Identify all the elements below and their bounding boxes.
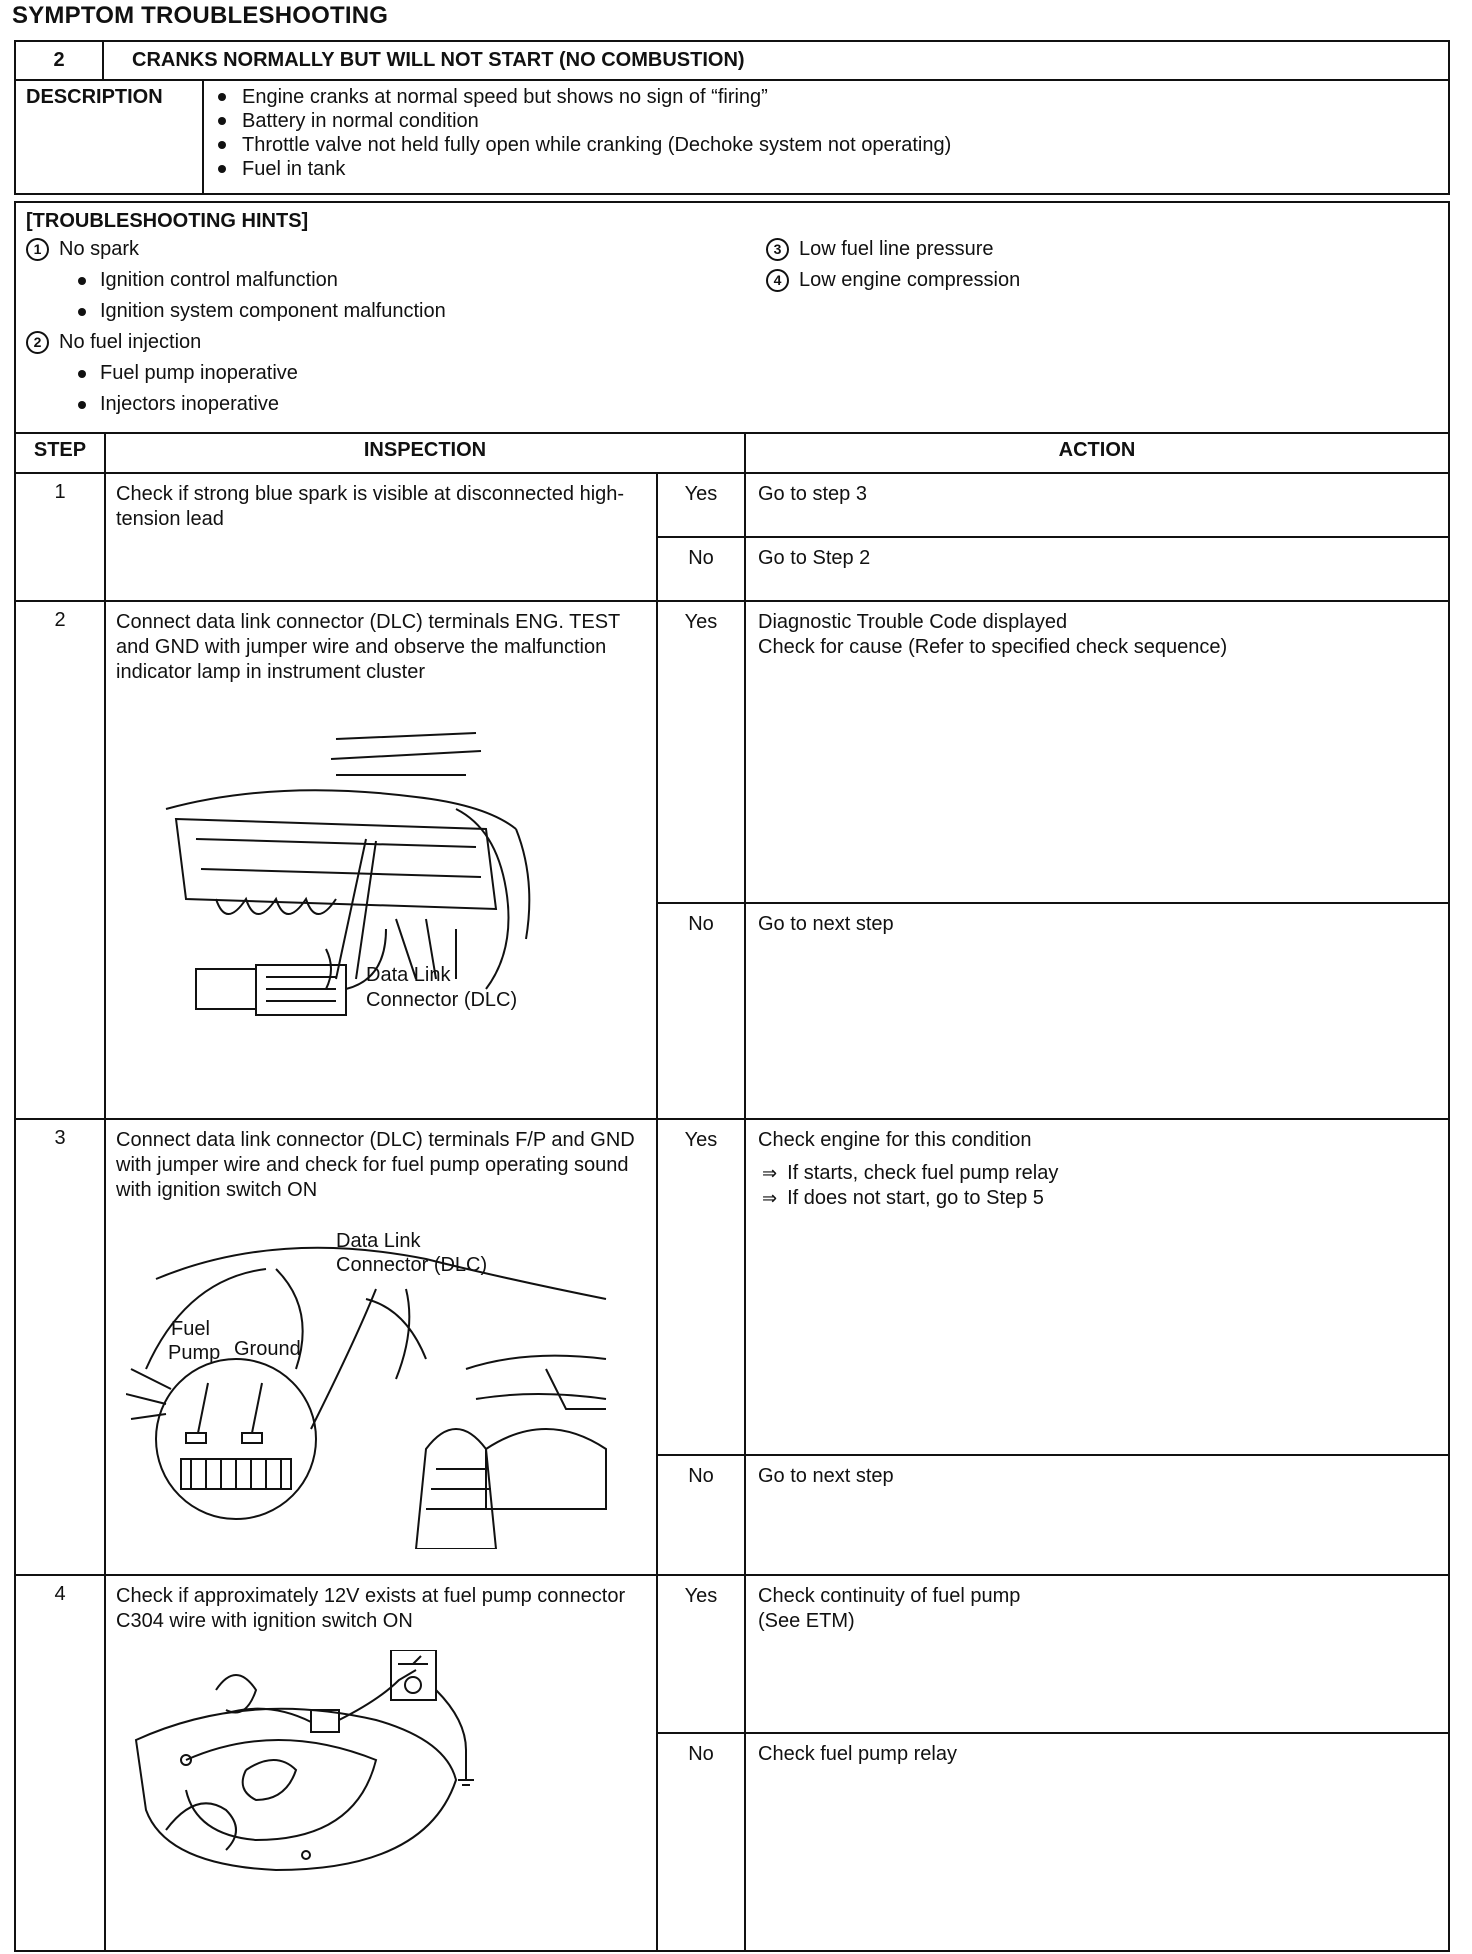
yes-label: Yes [657,473,745,537]
step-inspection-cell [105,1119,657,1575]
hints-table [14,201,1450,434]
no-action: Go to next step [745,903,1449,1119]
hint-sub-item: Injectors inoperative [26,389,726,420]
step-number: 4 [15,1575,105,1951]
hints-title: [TROUBLESHOOTING HINTS] [26,210,309,232]
description-item: Fuel in tank [210,157,1442,181]
description-list-cell [203,80,1449,194]
no-action: Go to next step [745,1455,1449,1575]
yes-action-detail [758,1186,1436,1211]
symptom-title: CRANKS NORMALLY BUT WILL NOT START (NO COMBUSTION) [103,41,1449,80]
figure-label: Connector (DLC) [336,1254,488,1276]
steps-header-row [15,433,1449,473]
yes-action-cell [745,1575,1449,1733]
step-number: 3 [15,1119,105,1575]
description-list [210,85,1442,181]
troubleshooting-sheet [14,40,1450,1952]
figure-label: Data Link [366,964,451,986]
step-inspection: Check if approximately 12V exists at fuel pump connector C304 wire with ignition switch ON [116,1585,626,1632]
hint-sub-item: Ignition system component malfunction [26,296,726,327]
no-label: No [657,1733,745,1951]
symptom-number: 2 [15,41,103,80]
step-row [15,1119,1449,1455]
no-action: Go to Step 2 [745,537,1449,601]
figure-label: Ground [234,1338,301,1360]
page-title: SYMPTOM TROUBLESHOOTING [12,2,389,29]
step-number: 2 [15,601,105,1119]
hint-sub-item: Ignition control malfunction [26,265,726,296]
hint-text: Low fuel line pressure [799,238,994,260]
step-row [15,601,1449,903]
step-inspection: Check if strong blue spark is visible at disconnected high-tension lead [105,473,657,601]
description-item: Battery in normal condition [210,109,1442,133]
yes-label: Yes [657,1119,745,1455]
yes-action: Diagnostic Trouble Code displayed [758,611,1068,633]
yes-action-detail: (See ETM) [758,1610,855,1632]
yes-label: Yes [657,601,745,903]
step-inspection-cell [105,1575,657,1951]
no-label: No [657,537,745,601]
hint-low-compression [766,265,1326,296]
hint-no-spark [26,234,726,265]
hint-no-fuel-injection [26,327,726,358]
step-row [15,1575,1449,1733]
no-label: No [657,1455,745,1575]
yes-action-detail: Check for cause (Refer to specified check sequence) [758,636,1228,658]
yes-action-detail-text: If does not start, go to Step 5 [787,1187,1044,1209]
yes-label: Yes [657,1575,745,1733]
step-inspection: Connect data link connector (DLC) terminals F/P and GND with jumper wire and check for fuel pump operating sound with ignition switch ON [116,1129,635,1201]
description-table [14,79,1450,195]
hint-text: Low engine compression [799,269,1021,291]
step-inspection-cell [105,601,657,1119]
figure-label: Data Link [336,1230,421,1252]
engine-dlc-diagram [156,719,596,1049]
hint-text: No fuel injection [59,331,202,353]
hint-sub-item: Fuel pump inoperative [26,358,726,389]
no-label: No [657,903,745,1119]
action-column-header: ACTION [745,433,1449,473]
yes-action-cell [745,1119,1449,1455]
circled-number-icon: 3 [766,238,789,261]
circled-number-icon: 4 [766,269,789,292]
step-inspection: Connect data link connector (DLC) terminals ENG. TEST and GND with jumper wire and observe the malfunction indicator lamp in instrument cluster [116,611,620,683]
double-arrow-icon: ⇒ [762,1163,778,1184]
yes-action-detail [758,1161,1436,1186]
step-row [15,473,1449,537]
step-number: 1 [15,473,105,601]
yes-action-cell [745,601,1449,903]
yes-action: Check continuity of fuel pump [758,1585,1021,1607]
no-action: Check fuel pump relay [745,1733,1449,1951]
description-item: Throttle valve not held fully open while cranking (Dechoke system not operating) [210,133,1442,157]
figure-label: Fuel [171,1318,210,1340]
troubleshooting-hints [15,202,1449,433]
description-item: Engine cranks at normal speed but shows no sign of “firing” [210,85,1442,109]
yes-action: Go to step 3 [745,473,1449,537]
figure-label: Pump [168,1342,221,1364]
step-column-header: STEP [15,433,105,473]
fuel-pump-voltmeter-diagram [126,1650,546,1880]
symptom-header-table [14,40,1450,81]
hint-text: No spark [59,238,140,260]
engine-fuel-pump-dlc-diagram [126,1219,626,1549]
figure-label: Connector (DLC) [366,989,518,1011]
steps-table [14,432,1450,1952]
double-arrow-icon: ⇒ [762,1188,778,1209]
circled-number-icon: 1 [26,238,49,261]
inspection-column-header: INSPECTION [105,433,745,473]
yes-action: Check engine for this condition [758,1129,1032,1151]
circled-number-icon: 2 [26,331,49,354]
yes-action-detail-text: If starts, check fuel pump relay [787,1162,1059,1184]
hint-low-fuel-pressure [766,234,1326,265]
description-label: DESCRIPTION [15,80,203,194]
